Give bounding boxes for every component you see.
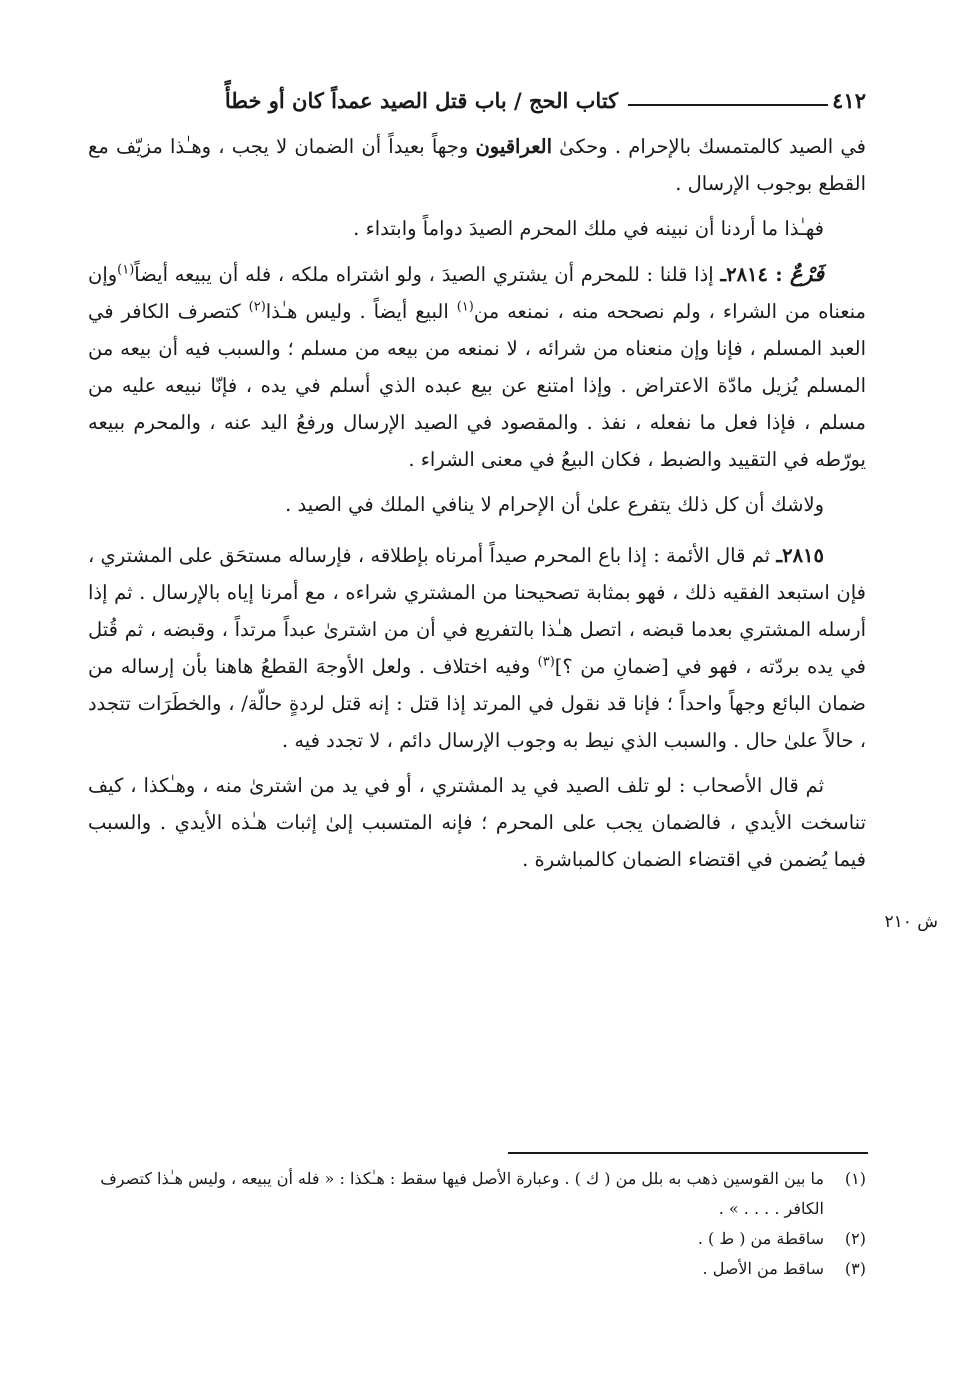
footnote-ref: (٢)	[248, 299, 266, 315]
margin-note: ش ٢١٠	[884, 912, 938, 932]
footnote-text: ما بين القوسين ذهب به بلل من ( ك ) . وعبارة الأصل فيها سقط : هـٰكذا : « فله أن يبيعه ، وليس هـٰذا كتصرف الكافر . . . . » .	[100, 1169, 824, 1218]
footnote-text: ساقط من الأصل .	[702, 1259, 824, 1278]
section-marker: فَرْعٌ	[789, 261, 824, 286]
footnote-number: (٢)	[844, 1229, 866, 1248]
footnote-item	[88, 1254, 866, 1284]
header-title: كتاب الحج / باب قتل الصيد عمداً كان أو خطأً	[224, 87, 619, 113]
paragraph-6: ثم قال الأصحاب : لو تلف الصيد في يد المشتري ، أو في يد من اشترىٰ منه ، وهـٰكذا ، كيف تناسخت الأيدي ، فالضمان يجب على المحرم ؛ فإنه المتسبب إلىٰ إثبات هـٰذه الأيدي . والسبب فيما يُضمن في اقتضاء الضمان كالمباشرة .	[88, 774, 866, 871]
paragraph-4: ولاشك أن كل ذلك يتفرع علىٰ أن الإحرام لا ينافي الملك في الصيد .	[285, 493, 824, 516]
footnote-item	[88, 1164, 866, 1224]
footnote-number: (١)	[844, 1169, 866, 1188]
paragraph-3: فَرْعٌ : ٢٨١٤ـ إذا قلنا : للمحرم أن يشتري الصيدَ ، ولو اشتراه ملكه ، فله أن يبيعه أيضاً$^{(١)}$وإن منعناه من الشراء ، ولم نصححه منه ، نمنعه من$^{(١)}$ البيع أيضاً . وليس هـٰذا$^{(٢)}$ كتصرف الكافر في العبد المسلم ، فإنا وإن منعناه من شرائه ، لا نمنعه من بيعه من مسلم ؛ والسبب فيه أن بيعه من المسلم يُزيل مادّة الاعتراض . وإذا امتنع عن بيع عبده الذي أسلم في يده ، فإنّا نبيعه عليه من مسلم ، فإذا فعل ما نفعله ، نفذ . والمقصود في الصيد الإرسال ورفعُ اليد عنه ، والمحرم ببيعه يورّطه في التقييد والضبط ، فكان البيعُ في معنى الشراء .	[88, 261, 866, 471]
footnotes	[88, 1164, 866, 1284]
paragraph-5: ٢٨١٥ـ ثم قال الأئمة : إذا باع المحرم صيداً أمرناه بإطلاقه ، فإرساله مستحَق على المشتري ، فإن استبعد الفقيه ذلك ، فهو بمثابة تصحيحنا من المشتري شراءه ، مع أمرنا إياه بالإرسال . ثم إذا أرسله المشتري بعدما قبضه ، اتصل هـٰذا بالتفريع في أن من اشترىٰ عبداً مرتداً ، وقبضه ، ثم قُتل في يده بردّته ، فهو في [ضمانِ من ؟]$^{(٣)}$ وفيه اختلاف . ولعل الأوجهَ القطعُ هاهنا بأن إرساله من ضمان البائع وجهاً واحداً ؛ فإنا قد نقول في المرتد إذا قتل : إنه قتل لردةٍ حالّة/ ، والخطَرَات تتجدد ، حالاً علىٰ حال . والسبب الذي نيط به وجوب الإرسال دائم ، لا تجدد فيه .	[88, 544, 866, 752]
paragraph-2: فهـٰذا ما أردنا أن نبينه في ملك المحرم الصيدَ دواماً وابتداء .	[353, 217, 824, 240]
footnote-item	[88, 1224, 866, 1254]
page-header	[88, 80, 866, 120]
section-number: ٢٨١٥ـ	[776, 544, 824, 567]
footnote-rule	[508, 1152, 868, 1154]
bold-term: العراقيون	[475, 135, 552, 158]
footnote-ref: (١)	[117, 262, 135, 278]
footnote-ref: (١)	[456, 299, 474, 315]
section-number: : ٢٨١٤ـ	[720, 263, 790, 286]
main-text	[88, 128, 866, 878]
paragraph-1: في الصيد كالمتمسك بالإحرام . وحكىٰ العراقيون وجهاً بعيداً أن الضمان لا يجب ، وهـٰذا مزيّف مع القطع بوجوب الإرسال .	[88, 135, 866, 195]
footnote-number: (٣)	[844, 1259, 866, 1278]
page-number: ٤١٢	[832, 87, 866, 113]
footnote-text: ساقطة من ( ط ) .	[697, 1229, 824, 1248]
header-rule	[628, 104, 828, 106]
footnote-ref: (٣)	[537, 654, 555, 670]
